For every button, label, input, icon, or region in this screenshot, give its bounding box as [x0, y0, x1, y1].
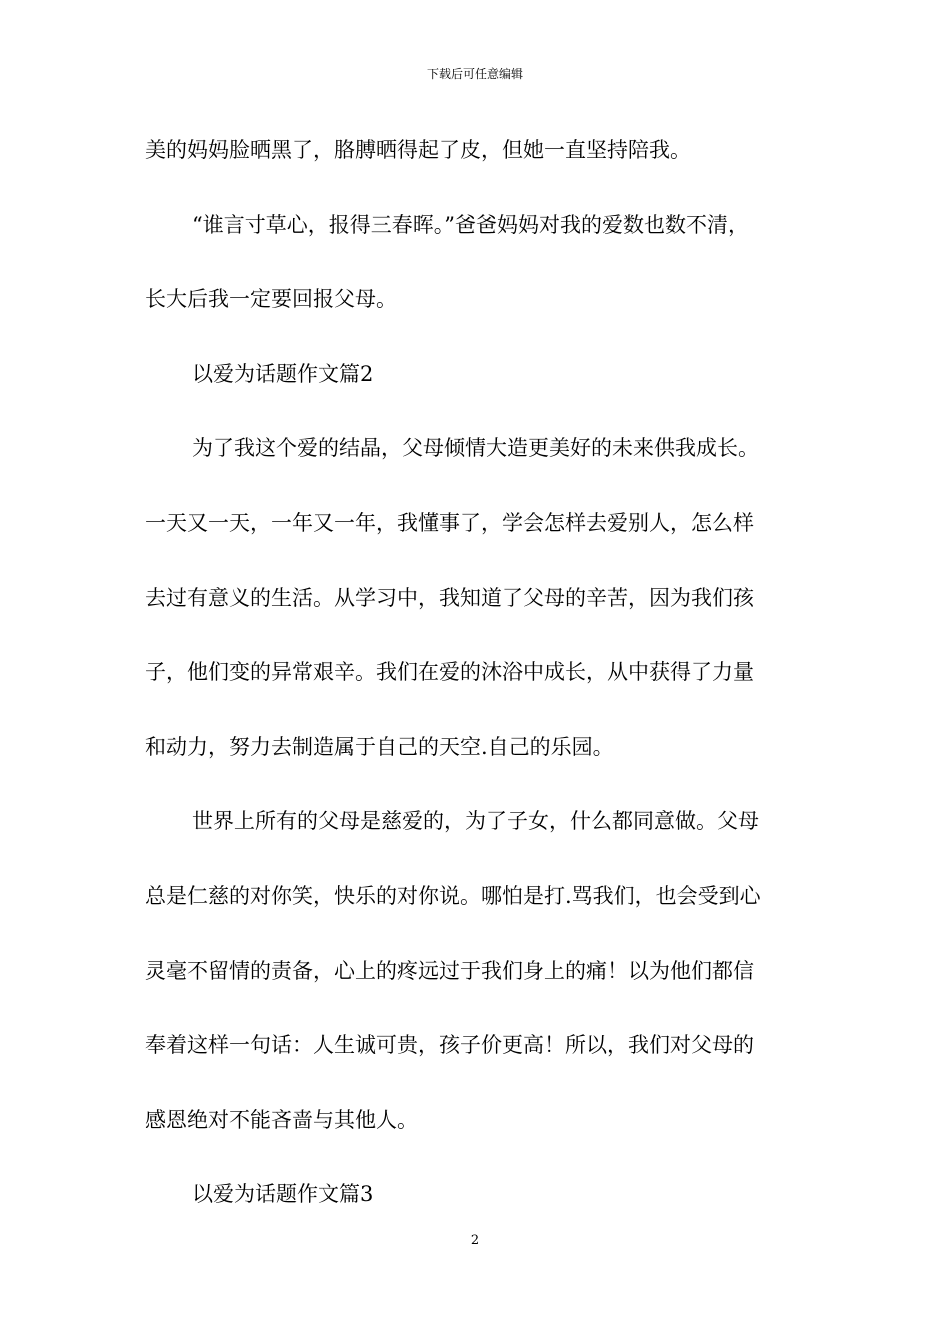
- body-line: 奉着这样一句话：人生诚可贵，孩子价更高！所以，我们对父母的: [145, 1033, 754, 1057]
- body-line: 和动力，努力去制造属于自己的天空.自己的乐园。: [145, 735, 614, 759]
- section-heading: 以爱为话题作文篇3: [192, 1182, 374, 1206]
- paragraph-first-line: “谁言寸草心，报得三春晖。”爸爸妈妈对我的爱数也数不清，: [192, 213, 749, 237]
- body-line: 去过有意义的生活。从学习中，我知道了父母的辛苦，因为我们孩: [145, 586, 754, 610]
- body-line: 总是仁慈的对你笑，快乐的对你说。哪怕是打.骂我们，也会受到心: [145, 884, 761, 908]
- section-heading: 以爱为话题作文篇2: [192, 362, 374, 386]
- body-line: 美的妈妈脸晒黑了，胳膊晒得起了皮，但她一直坚持陪我。: [145, 138, 691, 162]
- body-line: 灵毫不留情的责备，心上的疼远过于我们身上的痛！以为他们都信: [145, 959, 754, 983]
- body-line: 子，他们变的异常艰辛。我们在爱的沐浴中成长，从中获得了力量: [145, 660, 754, 684]
- body-line: 长大后我一定要回报父母。: [145, 287, 397, 311]
- page-header: 下载后可任意编辑: [426, 67, 523, 81]
- paragraph-first-line: 为了我这个爱的结晶，父母倾情大造更美好的未来供我成长。: [192, 436, 759, 460]
- body-line: 一天又一天，一年又一年，我懂事了，学会怎样去爱别人，怎么样: [145, 511, 754, 535]
- paragraph-first-line: 世界上所有的父母是慈爱的，为了子女，什么都同意做。父母: [192, 809, 759, 833]
- page-number: 2: [470, 1233, 480, 1248]
- body-line: 感恩绝对不能吝啬与其他人。: [145, 1108, 418, 1132]
